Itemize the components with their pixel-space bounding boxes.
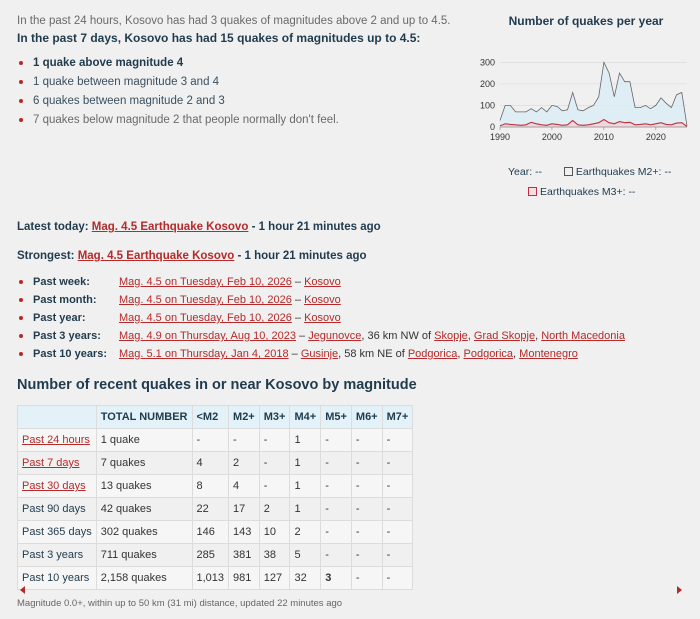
row-period [18,452,97,475]
period-separator: – [295,330,309,342]
strongest-time: - 1 hour 21 minutes ago [237,250,367,262]
place-text: , [513,348,520,360]
period-item [33,348,625,366]
magnitude-table-title: Number of recent quakes in or near Kosovo by magnitude [17,377,417,393]
period-separator: – [288,348,301,360]
period-separator: – [291,276,305,288]
table-header-row [18,406,413,429]
table-cell: 1 [290,429,321,452]
intro-24h-summary: In the past 24 hours, Kosovo has had 3 quakes of magnitudes above 2 and up to 4.5. [17,15,451,27]
place-link[interactable]: Skopje [434,330,468,342]
period-item [33,276,625,294]
table-cell: 143 [229,521,260,544]
table-cell: - [382,521,413,544]
x-tick-label: 2020 [645,132,666,142]
x-tick-label: 2010 [593,132,614,142]
strongest-label: Strongest: [17,250,75,262]
place-link[interactable]: Montenegro [519,348,578,360]
strongest-quake [17,250,367,262]
place-link[interactable]: Podgorica [463,348,514,360]
table-cell: 32 [290,567,321,590]
table-cell: - [382,475,413,498]
table-cell: 4 [192,452,229,475]
period-quake-link[interactable]: Mag. 4.5 on Tuesday, Feb 10, 2026 [119,294,292,306]
legend-year-value: -- [535,166,543,178]
place-text: , 36 km NW of [361,330,435,342]
period-separator: – [291,294,305,306]
table-cell: 2 [229,452,260,475]
latest-quake-link[interactable]: Mag. 4.5 Earthquake Kosovo [91,221,249,233]
magnitude-table [17,405,413,590]
table-cell: - [259,429,290,452]
table-cell: 22 [192,498,229,521]
y-tick-label: 100 [479,100,495,111]
legend-m2-label[interactable]: Earthquakes M2+: [575,166,662,178]
y-tick-label: 200 [479,78,495,89]
table-cell: 42 quakes [96,498,192,521]
table-cell: 2 [290,521,321,544]
period-label: Past 10 years: [33,348,107,360]
table-cell: 5 [290,544,321,567]
legend-m2-value: -- [664,166,672,178]
table-cell: - [382,567,413,590]
table-cell: 8 [192,475,229,498]
table-cell: 1 [290,475,321,498]
place-link[interactable]: Kosovo [304,276,341,288]
table-cell: - [382,452,413,475]
table-cell: 1,013 [192,567,229,590]
summary-item: 7 quakes below magnitude 2 that people normally don't feel. [33,114,457,126]
legend-m3-swatch-icon[interactable] [528,187,537,196]
table-cell: 127 [259,567,290,590]
table-cell: 2 [259,498,290,521]
place-link[interactable]: Kosovo [304,312,341,324]
latest-label: Latest today: [17,221,89,233]
table-row [18,475,413,498]
legend-m2-swatch-icon[interactable] [564,167,573,176]
period-quake-link[interactable]: Mag. 4.9 on Thursday, Aug 10, 2023 [119,330,296,342]
table-cell: - [321,452,352,475]
latest-quake [17,221,381,233]
table-cell: 7 quakes [96,452,192,475]
table-cell: 3 [321,567,352,590]
header-magnitude: M6+ [351,406,382,429]
table-cell: 381 [229,544,260,567]
table-cell: 981 [229,567,260,590]
table-footnote: Magnitude 0.0+, within up to 50 km (31 mi) distance, updated 22 minutes ago [17,598,343,609]
legend-m3-value: -- [628,186,636,198]
table-cell: 711 quakes [96,544,192,567]
place-link[interactable]: Gusinje [300,348,339,360]
period-label: Past week: [33,276,90,288]
y-tick-label: 300 [479,57,495,68]
place-text: , [467,330,474,342]
place-link[interactable]: North Macedonia [541,330,625,342]
table-row [18,521,413,544]
place-text: , [457,348,464,360]
quakes-per-year-chart [470,12,695,202]
place-link[interactable]: Grad Skopje [473,330,536,342]
intro-7days-summary: In the past 7 days, Kosovo has had 15 quakes of magnitudes up to 4.5: [17,31,421,45]
table-cell: 1 [290,452,321,475]
row-period: Past 90 days [18,498,97,521]
table-cell: 38 [259,544,290,567]
table-cell: - [382,498,413,521]
latest-time: - 1 hour 21 minutes ago [251,221,381,233]
place-text: , 58 km NE of [338,348,408,360]
legend-year-label: Year: [508,166,533,178]
table-cell: 2,158 quakes [96,567,192,590]
table-cell: - [382,429,413,452]
period-item [33,294,625,312]
place-text: , [535,330,542,342]
header-total: TOTAL NUMBER [96,406,192,429]
period-quake-link[interactable]: Mag. 5.1 on Thursday, Jan 4, 2018 [119,348,289,360]
table-cell: 17 [229,498,260,521]
table-cell: - [321,521,352,544]
table-cell: 302 quakes [96,521,192,544]
chart-title: Number of quakes per year [508,14,664,28]
header-magnitude: M3+ [259,406,290,429]
table-row [18,567,413,590]
table-cell: 13 quakes [96,475,192,498]
table-cell: - [382,544,413,567]
period-item [33,330,625,348]
y-tick-label: 0 [489,122,495,132]
place-link[interactable]: Kosovo [304,294,341,306]
header-magnitude: M2+ [229,406,260,429]
table-cell: 10 [259,521,290,544]
x-tick-label: 2000 [541,132,562,142]
table-row [18,452,413,475]
table-cell: - [321,475,352,498]
place-link[interactable]: Jegunovce [308,330,362,342]
table-cell: - [351,475,382,498]
table-row [18,498,413,521]
header-period [18,406,97,429]
period-quake-link[interactable]: Mag. 4.5 on Tuesday, Feb 10, 2026 [119,276,292,288]
row-period: Past 3 years [18,544,97,567]
chart-plot[interactable] [470,52,695,152]
x-tick-label: 1990 [489,132,511,142]
table-cell: - [321,498,352,521]
legend-m3-label[interactable]: Earthquakes M3+: [540,186,626,198]
table-cell: - [351,567,382,590]
table-cell: 1 [290,498,321,521]
period-item [33,312,625,330]
place-link[interactable]: Podgorica [407,348,458,360]
row-period-link[interactable]: Past 7 days [22,457,80,469]
header-magnitude: <M2 [192,406,229,429]
table-cell: 4 [229,475,260,498]
table-cell: - [351,544,382,567]
strongest-quake-link[interactable]: Mag. 4.5 Earthquake Kosovo [77,250,235,262]
row-period-link[interactable]: Past 30 days [22,480,86,492]
magnitude-summary-list [17,57,457,126]
summary-item: 1 quake above magnitude 4 [33,57,457,69]
scroll-right-icon[interactable] [677,586,682,594]
table-cell: 285 [192,544,229,567]
strongest-by-period-list [33,276,625,366]
table-cell: - [321,544,352,567]
table-cell: - [192,429,229,452]
series-m2-area [500,62,687,127]
row-period: Past 365 days [18,521,97,544]
summary-item: 1 quake between magnitude 3 and 4 [33,76,457,88]
chart-legend-row-2 [528,186,635,198]
table-cell: - [351,452,382,475]
header-magnitude: M5+ [321,406,352,429]
row-period-link[interactable]: Past 24 hours [22,434,90,446]
table-row [18,429,413,452]
table-cell: 146 [192,521,229,544]
table-row [18,544,413,567]
header-magnitude: M7+ [382,406,413,429]
summary-item: 6 quakes between magnitude 2 and 3 [33,95,457,107]
intro-section [17,15,457,133]
chart-legend-row-1 [508,166,671,178]
row-period [18,429,97,452]
table-cell: - [351,429,382,452]
period-label: Past 3 years: [33,330,101,342]
header-magnitude: M4+ [290,406,321,429]
table-cell: - [259,452,290,475]
table-cell: - [351,521,382,544]
row-period [18,475,97,498]
period-label: Past year: [33,312,86,324]
period-label: Past month: [33,294,97,306]
period-quake-link[interactable]: Mag. 4.5 on Tuesday, Feb 10, 2026 [119,312,292,324]
table-cell: - [229,429,260,452]
table-cell: 1 quake [96,429,192,452]
period-separator: – [291,312,305,324]
table-cell: - [351,498,382,521]
scroll-left-icon[interactable] [20,586,25,594]
table-cell: - [321,429,352,452]
row-period: Past 10 years [18,567,97,590]
table-cell: - [259,475,290,498]
